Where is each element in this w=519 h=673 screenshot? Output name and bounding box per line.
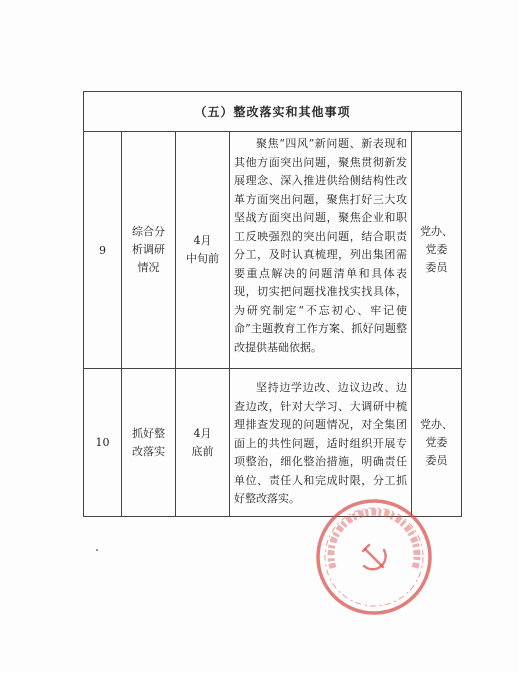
task-name-line: 改落实 <box>132 444 165 458</box>
deadline-line: 4月 <box>193 234 212 247</box>
task-name-line: 综合分 <box>132 225 165 238</box>
responsible-line: 党委 <box>425 243 448 256</box>
responsible-party <box>412 132 462 369</box>
deadline-line: 中旬前 <box>186 252 219 265</box>
task-name-line: 抓好整 <box>132 426 165 440</box>
task-name-line: 情况 <box>137 261 160 274</box>
task-table <box>83 91 462 517</box>
responsible-line: 党委 <box>425 435 448 449</box>
deadline <box>176 132 230 369</box>
task-name-line: 析调研 <box>132 243 165 256</box>
row-number: 9 <box>84 132 122 369</box>
responsible-party <box>412 369 462 517</box>
deadline-line: 4月 <box>193 426 212 440</box>
row-number: 10 <box>84 369 122 517</box>
responsible-line: 党办、 <box>420 417 454 431</box>
table-row <box>84 369 462 517</box>
responsible-line: 委员 <box>425 453 448 467</box>
task-content: 坚持边学边改、边议边改、边查边改，针对大学习、大调研中梳理排查发现的问题情况，对全集团面上的共性问题，适时组织开展专项整治，细化整治措施，明确责任单位、责任人和完成时限，分工抓好整改落实。 <box>230 369 412 517</box>
responsible-line: 党办、 <box>420 225 454 238</box>
table-row <box>84 132 462 369</box>
section-title: （五）整改落实和其他事项 <box>84 92 462 132</box>
scan-speck <box>96 549 98 551</box>
official-seal <box>313 496 435 618</box>
party-emblem-icon <box>363 545 386 569</box>
task-content: 聚焦“四风”新问题、新表现和其他方面突出问题，聚焦贯彻新发展理念、深入推进供给侧结构性改革方面突出问题，聚焦打好三大攻坚战方面突出问题，聚焦企业和职工反映强烈的突出问题，结合职责分工，及时认真梳理，列出集团需要重点解决的问题清单和具体表现，切实把问题找准找实找具体，为研究制定“不忘初心、牢记使命”主题教育工作方案、抓好问题整改提供基础依据。 <box>230 132 412 369</box>
task-name <box>122 132 176 369</box>
deadline <box>176 369 230 517</box>
responsible-line: 委员 <box>425 261 448 274</box>
deadline-line: 底前 <box>191 444 214 458</box>
task-name <box>122 369 176 517</box>
